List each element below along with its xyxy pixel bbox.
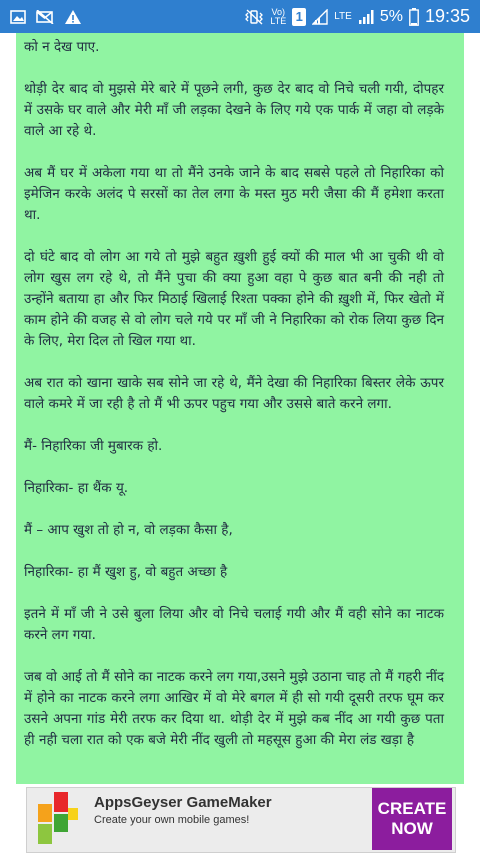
story-text [24,37,444,772]
warning-icon [64,9,82,25]
paragraph: को न देख पाए. [24,39,100,55]
volte-top-label: Vo) [271,6,286,17]
create-now-button[interactable] [372,788,452,850]
cta-line-1: CREATE [377,799,447,818]
status-bar [0,0,480,33]
cta-line-2: NOW [391,819,433,838]
system-icons [244,6,480,27]
sim-1-icon: 1 [292,8,306,26]
vibrate-icon [244,9,264,25]
lte-label: LTE [334,11,352,22]
paragraph: थोड़ी देर बाद वो मुझसे मेरे बारे में पूछने लगी, कुछ देर बाद वो निचे चली गयी, दोपहर में उसके घर वाले और मेरी माँ जी लड़का देखने के लिए गये एक पार्क में जहा वो लड़के वाले आ रहे थे. [24,81,444,139]
battery-icon [409,8,419,26]
paragraph: अब रात को खाना खाके सब सोने जा रहे थे, मैंने देखा की निहारिका बिस्तर लेके ऊपर वाले कमरे में जा रही है तो मैं भी ऊपर पहुच गया और उससे बाते करने लगा. [24,375,444,412]
signal-icon [358,9,374,25]
appsgeyser-logo-icon [34,790,80,846]
volte-bottom-label: LTE [270,15,287,26]
page-content[interactable] [0,33,480,784]
paragraph: निहारिका- हा थैंक यू. [24,480,129,496]
paragraph: निहारिका- हा मैं खुश हु, वो बहुत अच्छा है [24,564,228,580]
paragraph: अब मैं घर में अकेला गया था तो मैंने उनके जाने के बाद सबसे पहले तो निहारिका को इमेजिन करके अलंद पे सरसों का तेल लगा के मस्त मुठ मरी जैसा की मैं हमेशा करता था. [24,165,444,223]
clock: 19:35 [424,6,470,26]
signal-icon [312,9,328,25]
ad-title: AppsGeyser GameMaker [94,794,272,811]
battery-percent: 5% [379,7,403,25]
notification-icons [0,9,82,25]
ad-banner[interactable] [0,784,480,854]
paragraph: इतने में माँ जी ने उसे बुला लिया और वो निचे चलाई गयी और मैं वही सोने का नाटक करने लग गया. [24,606,444,643]
paragraph: मैं – आप खुश तो हो न, वो लड़का कैसा है, [24,522,233,538]
ad-subtitle: Create your own mobile games! [94,814,250,826]
paragraph: मैं- निहारिका जी मुबारक हो. [24,438,163,454]
volte-icon [270,8,286,26]
paragraph: दो घंटे बाद वो लोग आ गये तो मुझे बहुत ख़ुशी हुई क्यों की माल भी आ चुकी थी वो लोग खुस लग रहे थे, तो मैंने पुचा की क्या हुआ वहा पे कुछ बात बनी की नही तो उन्होंने बताया हा और फिर मिठाई खिलाई रिश्ता पक्का होने की ख़ुशी में, फिर खेतो में काम होने की वजह से वो लोग चले गये पर माँ जी ने निहारिका को रोक लिया कुछ दिन के लिए, मेरा दिल तो खिल गया था. [24,249,444,349]
photo-icon [10,10,26,24]
mail-off-icon [36,10,54,24]
paragraph: जब वो आई तो मैं सोने का नाटक करने लग गया,उसने मुझे उठाना चाह तो मैं गहरी नींद में होने का नाटक करने लगा आखिर में वो मेरे बगल में ही सो गयी दूसरी तरफ घूम कर उसने अपना गांड मेरी तरफ कर दिया था. थोड़ी देर में मुझे कब नींद आ गयी कुछ पता ही नही चला रात को एक बजे मेरी नींद खुली तो महसूस हुआ की मेरा लंड खड़ा है [24,669,444,748]
